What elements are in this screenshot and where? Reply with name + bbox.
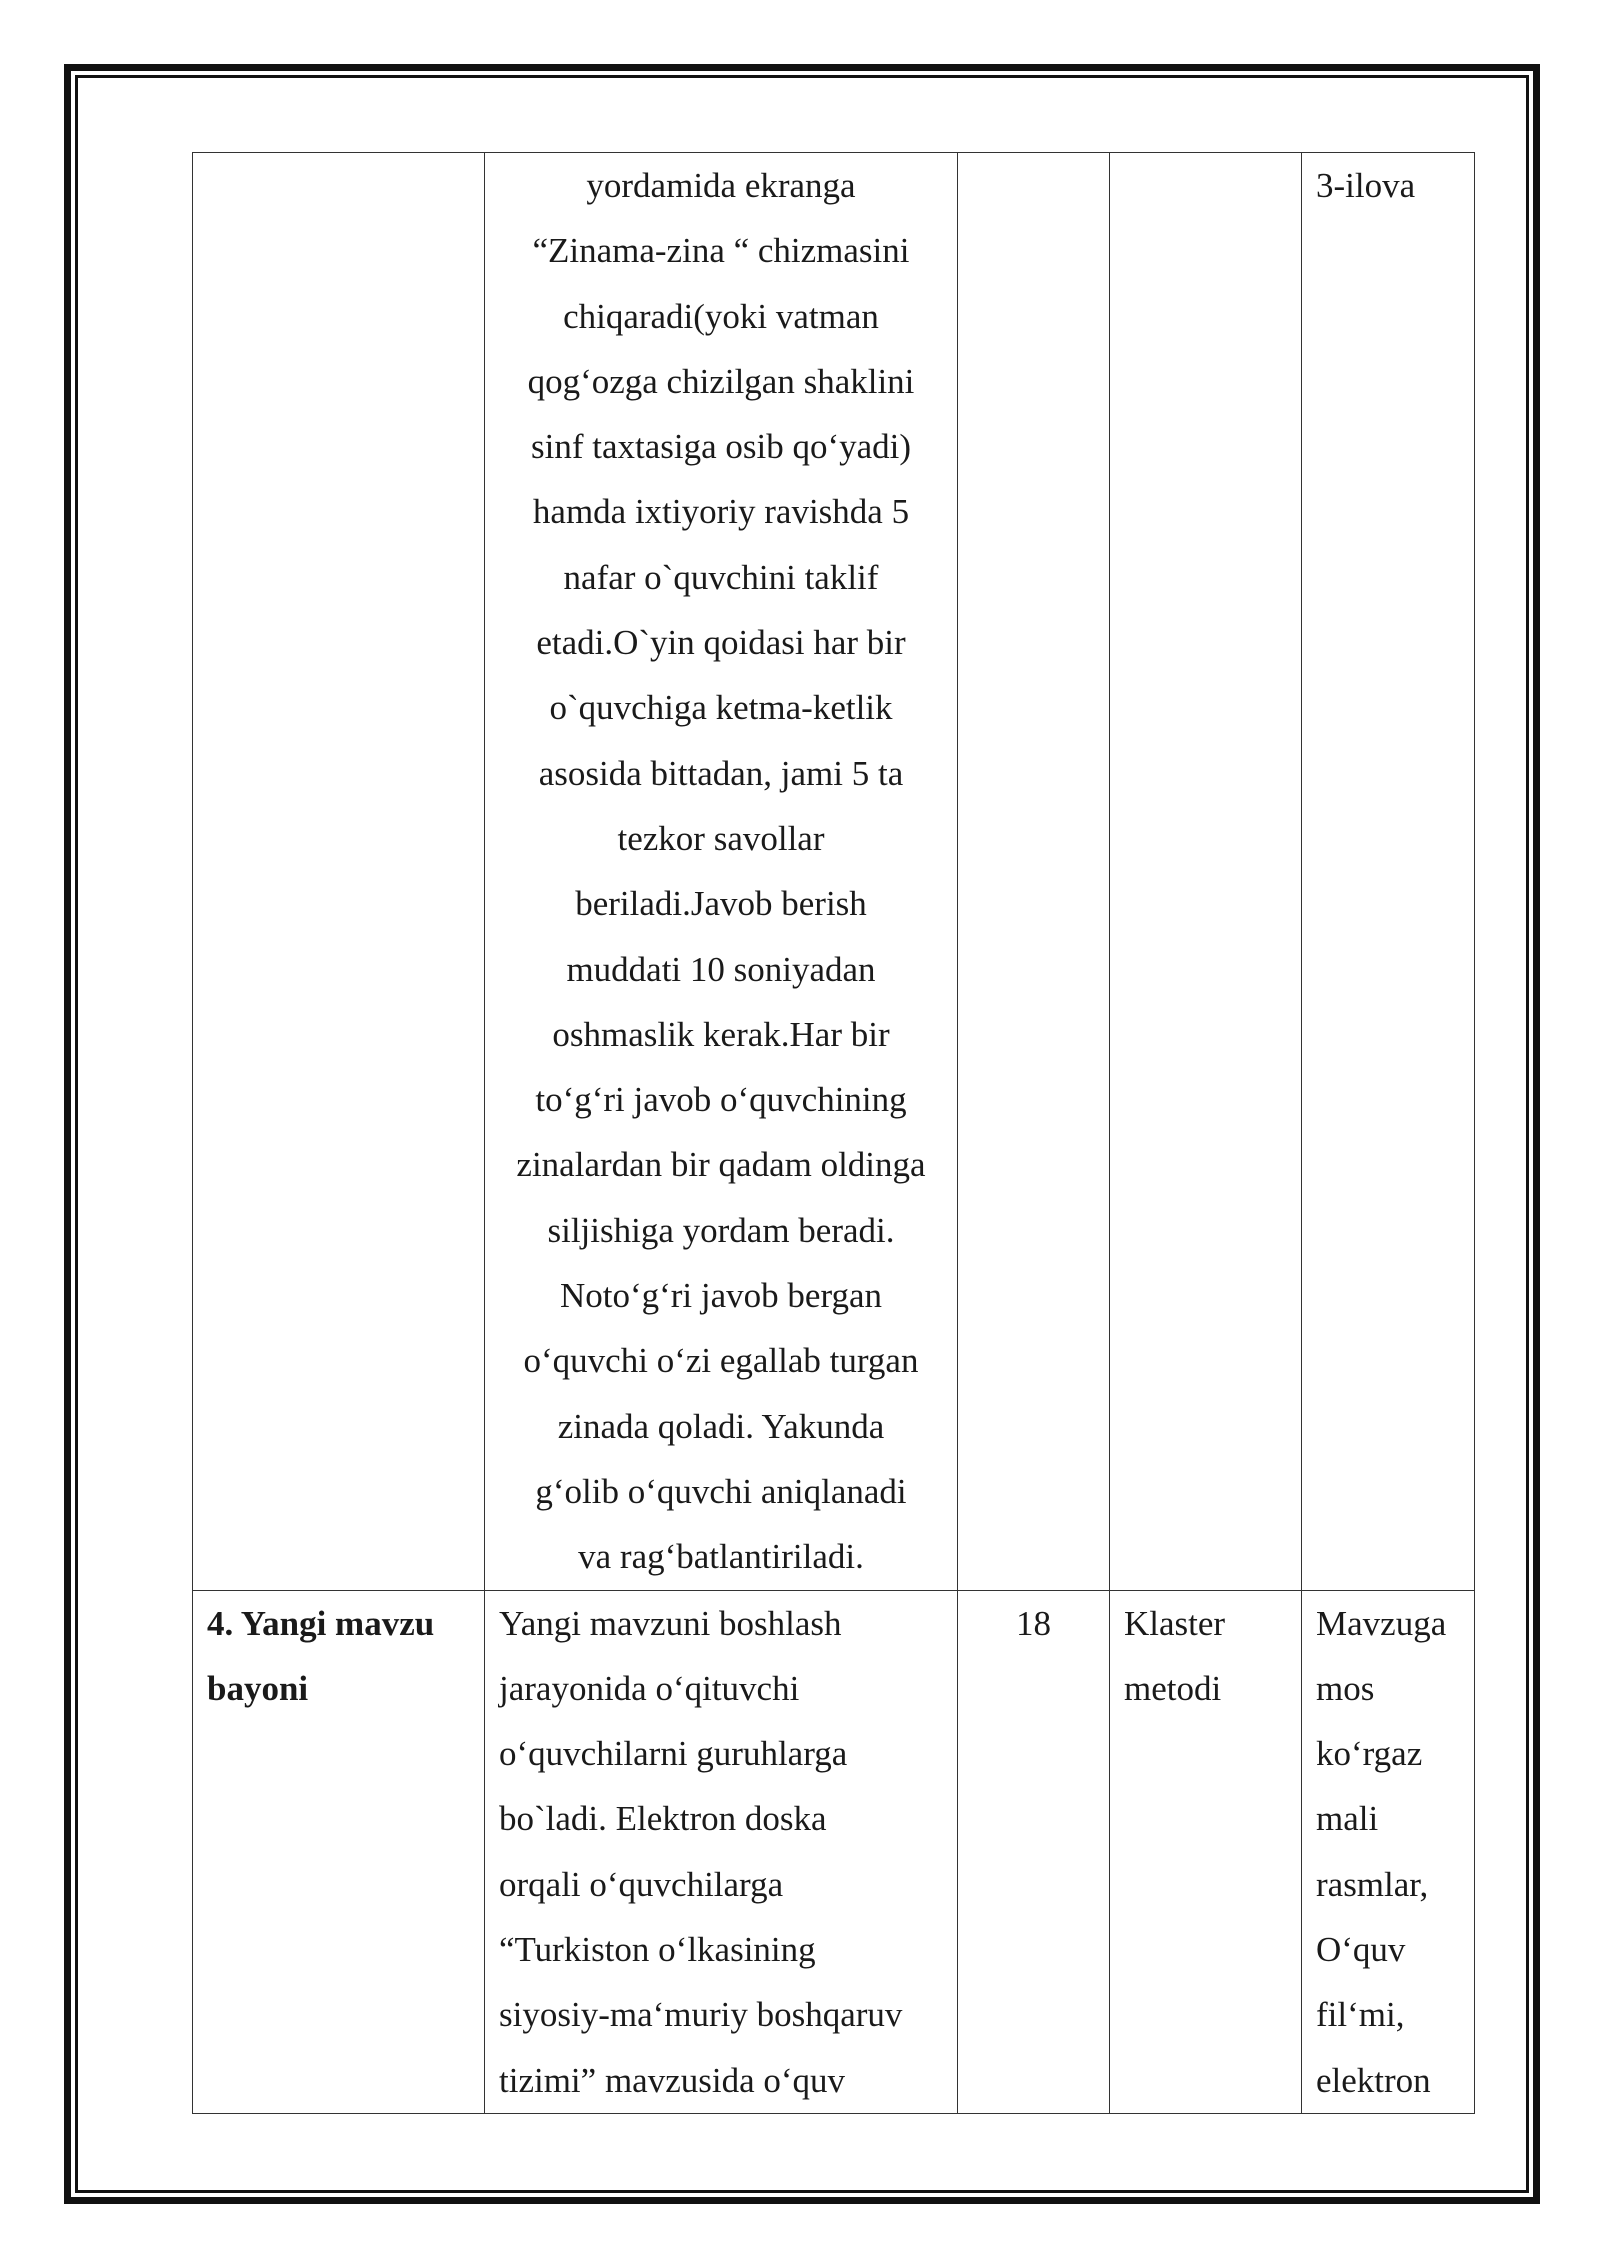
text-line: Noto‘g‘ri javob bergan xyxy=(559,1276,883,1316)
text-line: beriladi.Javob berish xyxy=(575,884,867,924)
text-line: g‘olib o‘quvchi aniqlanadi xyxy=(535,1471,907,1511)
time-cell xyxy=(958,153,1110,1591)
table-row xyxy=(193,153,1475,1591)
text-line: o‘quvchi o‘zi egallab turgan xyxy=(523,1341,919,1381)
appendix-reference: 3-ilova xyxy=(1316,166,1416,205)
text-line: zinalardan bir qadam oldinga xyxy=(516,1145,926,1185)
method-cell xyxy=(1110,153,1302,1591)
text-line: ko‘rgaz xyxy=(1316,1734,1423,1774)
text-line: siljishiga yordam beradi. xyxy=(547,1210,895,1250)
text-line: Klaster xyxy=(1124,1603,1226,1643)
time-cell: 18 xyxy=(958,1590,1110,2113)
text-line: jarayonida o‘qituvchi xyxy=(499,1668,800,1708)
text-line: elektron xyxy=(1316,2060,1431,2100)
text-line: to‘g‘ri javob o‘quvchining xyxy=(535,1080,907,1120)
stage-title: bayoni xyxy=(207,1668,309,1708)
resources-cell xyxy=(1302,1590,1475,2113)
text-line: rasmlar, xyxy=(1316,1864,1429,1904)
resources-cell xyxy=(1302,153,1475,1591)
stage-cell xyxy=(193,153,485,1591)
text-line: “Zinama-zina “ chizmasini xyxy=(532,231,910,271)
text-line: chiqaradi(yoki vatman xyxy=(563,296,879,336)
text-line: Yangi mavzuni boshlash xyxy=(499,1603,842,1643)
text-line: bo`ladi. Elektron doska xyxy=(499,1799,827,1839)
stage-title: 4. Yangi mavzu xyxy=(207,1603,435,1643)
lesson-plan-table xyxy=(192,152,1475,2114)
text-line: tizimi” mavzusida o‘quv xyxy=(499,2060,846,2100)
text-line: metodi xyxy=(1124,1668,1222,1708)
activity-description-cell xyxy=(485,1590,958,2113)
text-line: mali xyxy=(1316,1799,1379,1839)
text-line: asosida bittadan, jami 5 ta xyxy=(538,753,904,793)
text-line: qog‘ozga chizilgan shaklini xyxy=(527,361,915,401)
text-line: va rag‘batlantiriladi. xyxy=(578,1537,864,1577)
method-cell xyxy=(1110,1590,1302,2113)
text-line: nafar o`quvchini taklif xyxy=(563,557,879,597)
table-row xyxy=(193,1590,1475,2113)
activity-description-cell xyxy=(485,153,958,1591)
text-line: tezkor savollar xyxy=(617,818,825,858)
text-line: etadi.O`yin qoidasi har bir xyxy=(536,623,906,663)
text-line: mos xyxy=(1316,1668,1375,1708)
text-line: o`quvchiga ketma-ketlik xyxy=(549,688,893,728)
text-line: siyosiy-ma‘muriy boshqaruv xyxy=(499,1995,903,2035)
text-line: o‘quvchilarni guruhlarga xyxy=(499,1734,848,1774)
text-line: orqali o‘quvchilarga xyxy=(499,1864,784,1904)
text-line: sinf taxtasiga osib qo‘yadi) xyxy=(530,427,912,467)
text-line: yordamida ekranga xyxy=(586,166,856,205)
text-line: zinada qoladi. Yakunda xyxy=(557,1406,885,1446)
text-line: hamda ixtiyoriy ravishda 5 xyxy=(532,492,910,532)
text-line: oshmaslik kerak.Har bir xyxy=(552,1014,890,1054)
text-line: “Turkiston o‘lkasining xyxy=(499,1930,816,1970)
text-line: O‘quv xyxy=(1316,1930,1406,1970)
text-line: fil‘mi, xyxy=(1316,1995,1405,2035)
stage-cell xyxy=(193,1590,485,2113)
text-line: muddati 10 soniyadan xyxy=(566,949,876,989)
text-line: Mavzuga xyxy=(1316,1603,1447,1643)
